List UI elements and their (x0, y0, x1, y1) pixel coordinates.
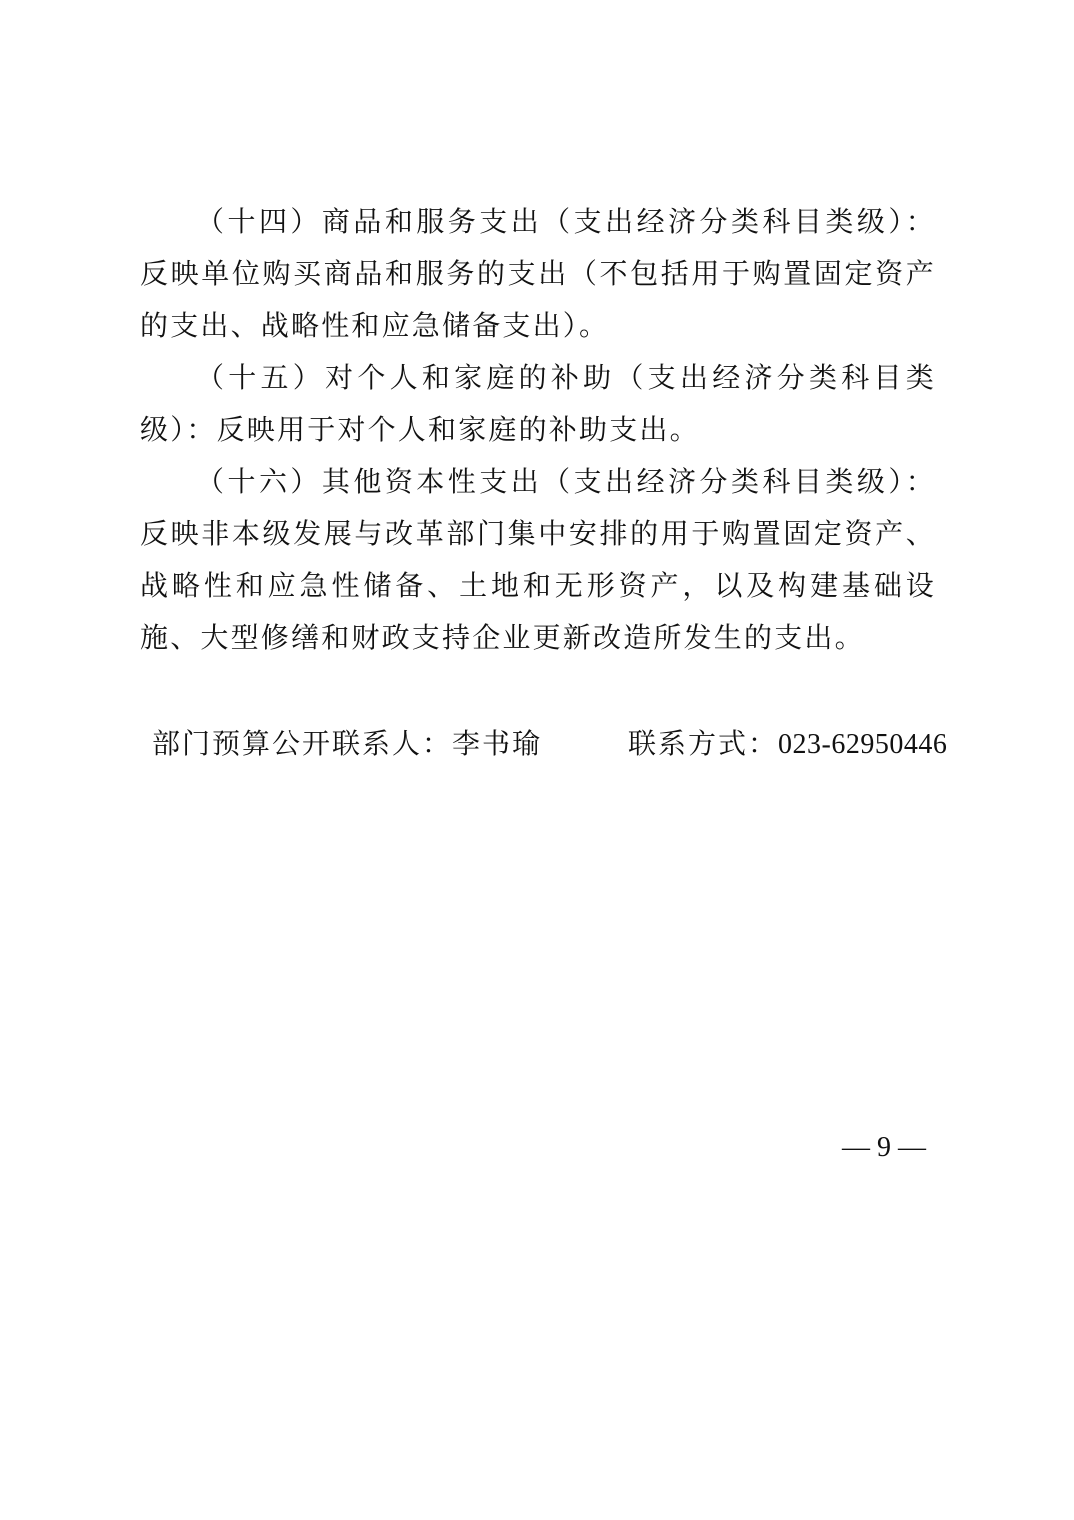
contact-method-label: 联系方式： (628, 727, 779, 760)
paragraph-heading: （十四）商品和服务支出（支出经济分类科目类级）： (196, 205, 936, 238)
contact-person-label: 部门预算公开联系人： (152, 727, 453, 760)
page-number: — 9 — (842, 1132, 926, 1163)
contact-info (152, 722, 948, 767)
paragraph-text: 反映单位购买商品和服务的支出（不包括用于购置固定资产的支出、战略性和应急储备支出）。 (140, 257, 936, 342)
paragraph-heading: （十五）对个人和家庭的补助（支出经济分类科目类级）： (140, 361, 936, 446)
contact-phone: 023-62950446 (778, 729, 948, 760)
paragraph-subsidy-individuals-families (140, 352, 936, 456)
document-body (140, 196, 936, 664)
paragraph-other-capital-expenditure (140, 456, 936, 664)
paragraph-commodity-service-expenditure (140, 196, 936, 352)
contact-person-name: 李书瑜 (452, 727, 543, 760)
paragraph-text: 反映非本级发展与改革部门集中安排的用于购置固定资产、战略性和应急性储备、土地和无形资产，以及构建基础设施、大型修缮和财政支持企业更新改造所发生的支出。 (140, 517, 936, 654)
paragraph-text: 反映用于对个人和家庭的补助支出。 (216, 413, 700, 446)
paragraph-heading: （十六）其他资本性支出（支出经济分类科目类级）： (196, 465, 936, 498)
